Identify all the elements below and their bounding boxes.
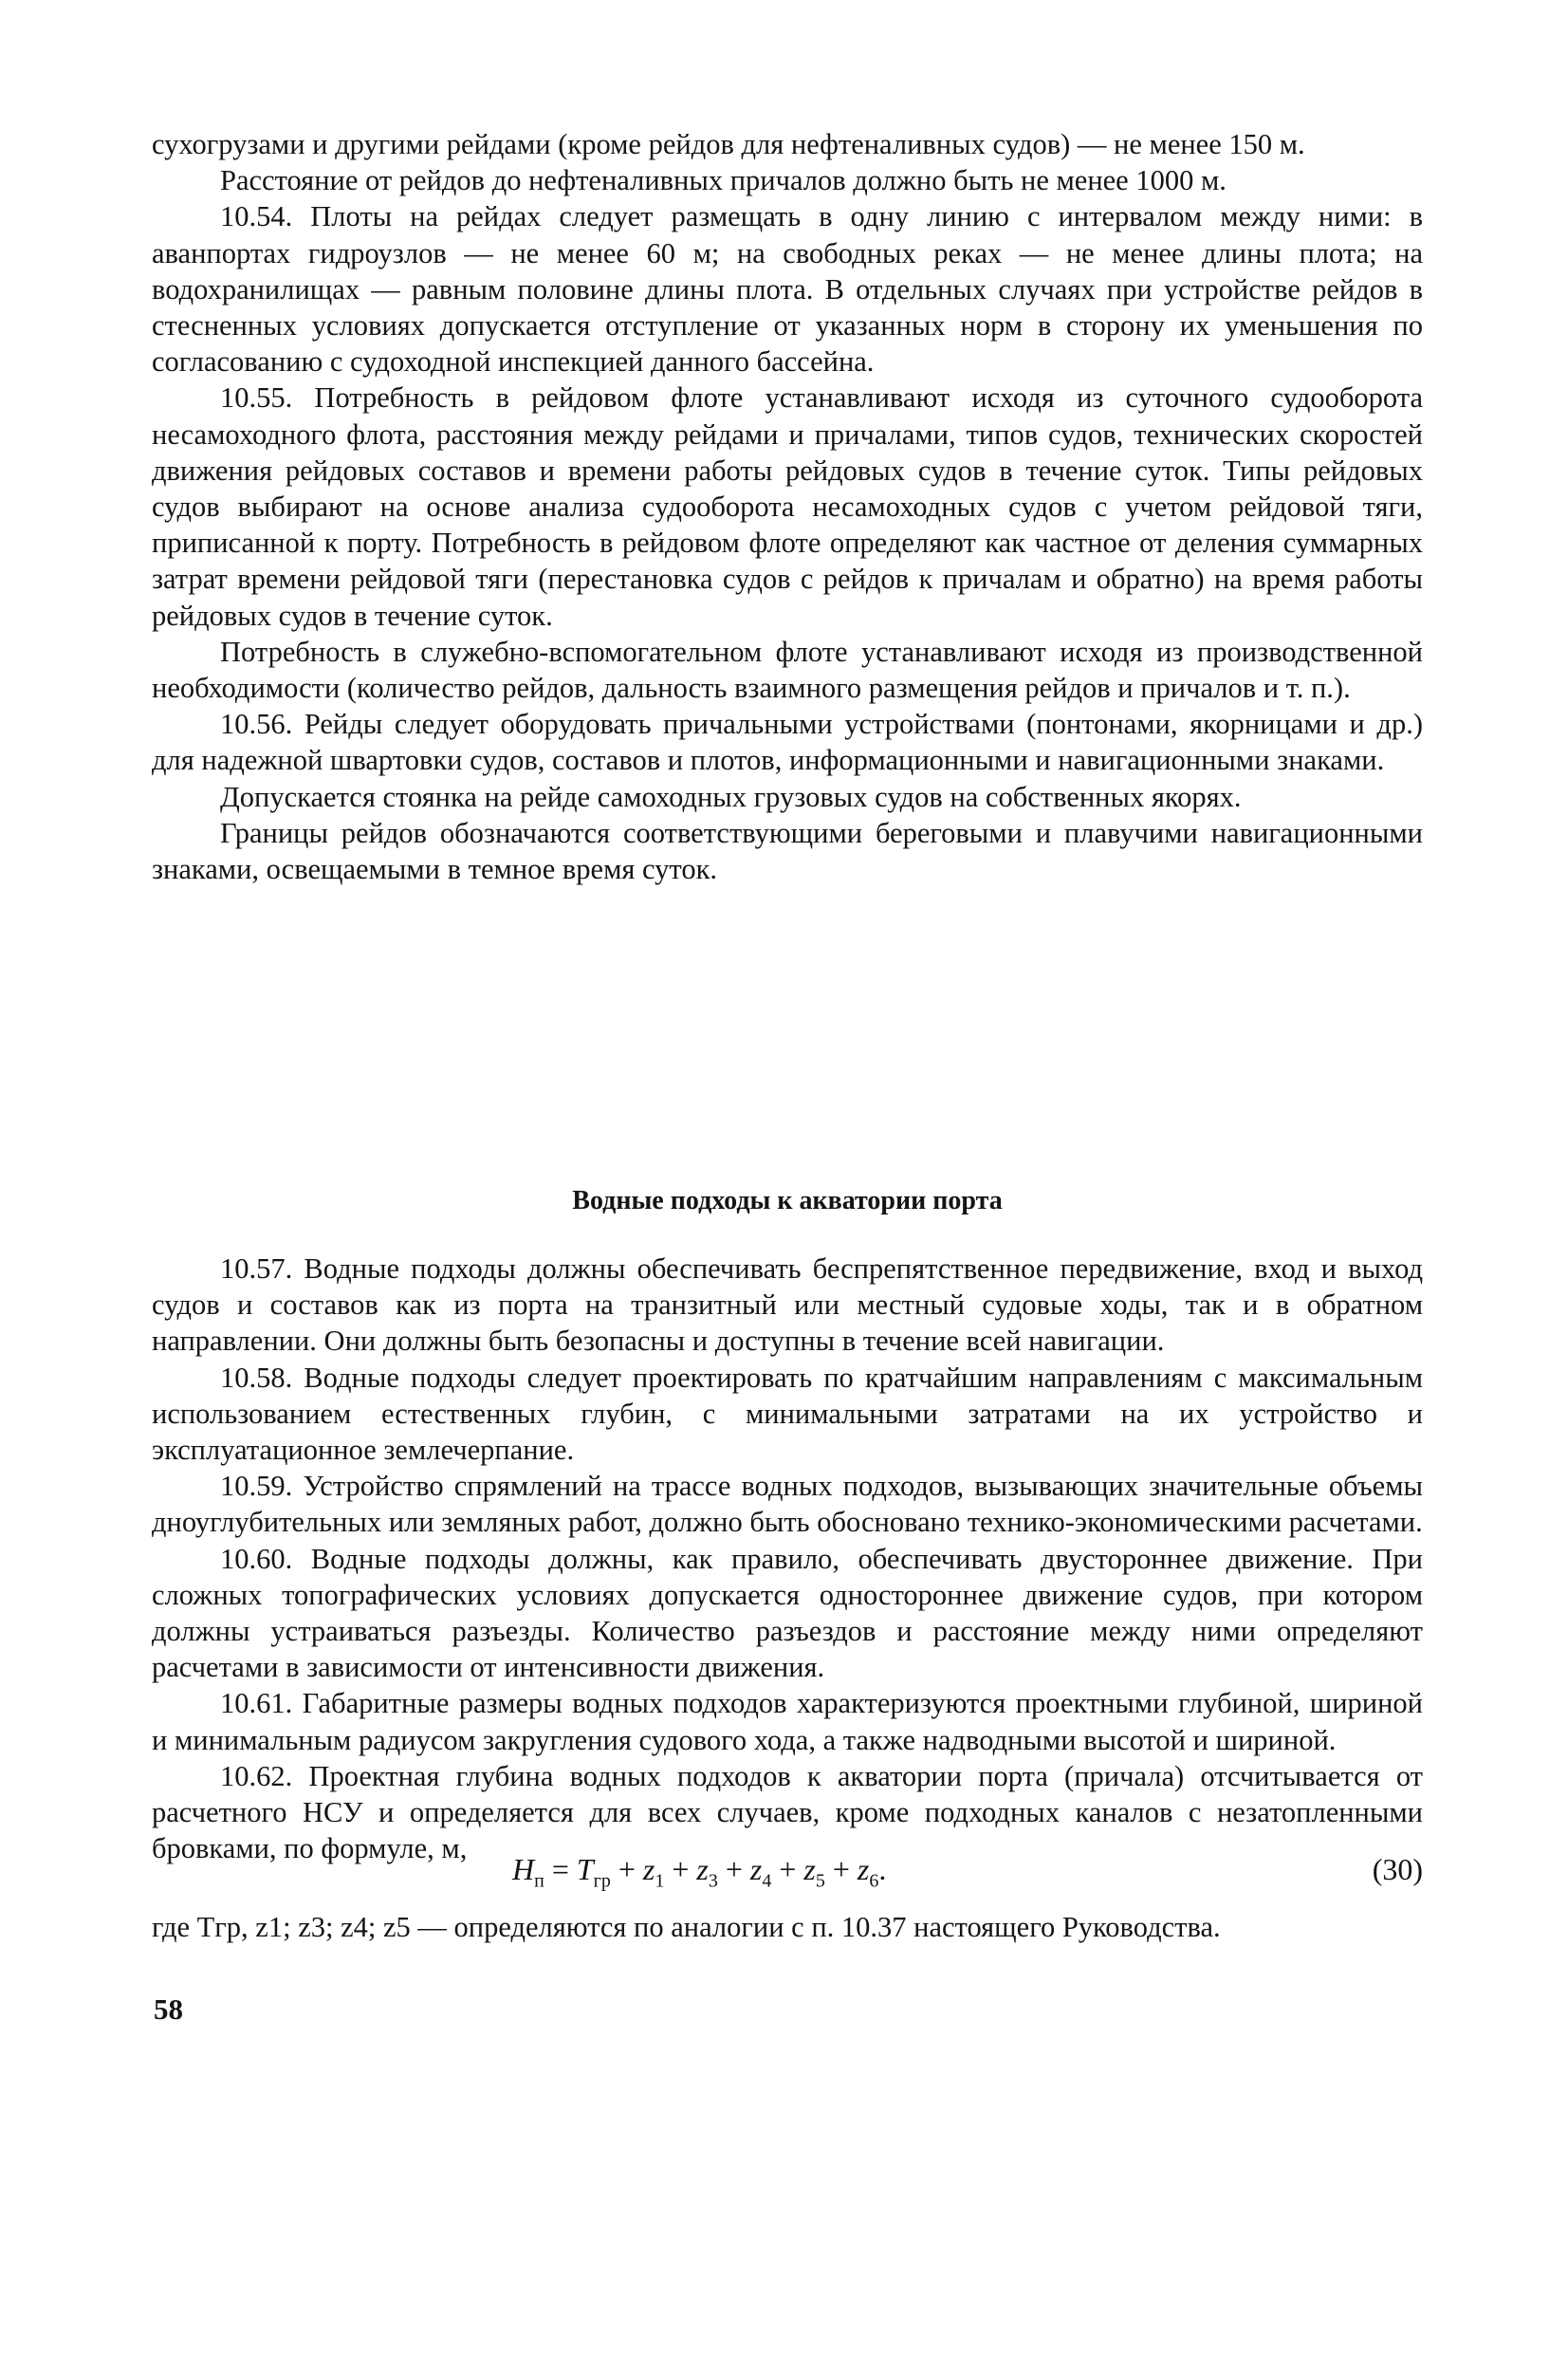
text-block-bottom (152, 1251, 1423, 1866)
formula-term-sub: 3 (708, 1870, 718, 1892)
paragraph: 10.54. Плоты на рейдах следует размещать в одну линию с интервалом между ними: в аванпортах гидроузлов — не менее 60 м; на свободных реках — не менее длины плота; на водохранилищах — равным половине длины плота. В отдельных случаях при устройстве рейдов в стесненных условиях допускается отступление от указанных норм в сторону их уменьшения по согласованию с судоходной инспекцией данного бассейна. (152, 200, 1423, 379)
paragraph: Потребность в служебно-вспомогательном флоте устанавливают исходя из производственной необходимости (количество рейдов, дальность взаимного размещения рейдов и причалов и т. п.). (152, 635, 1423, 705)
paragraph: Границы рейдов обозначаются соответствующими береговыми и плавучими навигационными знаками, освещаемыми в темное время суток. (152, 816, 1423, 886)
formula-t: T (576, 1852, 594, 1886)
formula-term: z (642, 1852, 655, 1886)
formula-term-sub: 5 (815, 1870, 825, 1892)
text-block-top (152, 126, 1423, 887)
formula-lhs-sub: п (534, 1870, 544, 1892)
formula-plus: + (717, 1852, 750, 1886)
paragraph: 10.62. Проектная глубина водных подходов к акватории порта (причала) отсчитывается от расчетного НСУ и определяется для всех случаев, кроме подходных каналов с незатопленными бровками, по формуле, м, (152, 1759, 1423, 1865)
paragraph: 10.59. Устройство спрямлений на трассе водных подходов, вызывающих значительные объемы дноуглубительных или земляных работ, должно быть обосновано технико-экономическими расчетами. (152, 1470, 1423, 1539)
equation-number: (30) (1372, 1852, 1423, 1886)
formula-eq: = (544, 1852, 577, 1886)
section-heading: Водные подходы к акватории порта (572, 1186, 1003, 1215)
formula (512, 1850, 886, 1900)
formula-term: z (749, 1852, 763, 1886)
where-prefix: где (152, 1911, 191, 1943)
page-number: 58 (154, 1993, 183, 2026)
paragraph: Расстояние от рейдов до нефтеналивных причалов должно быть не менее 1000 м. (220, 164, 1227, 197)
formula-term: z (803, 1852, 816, 1886)
formula-term: z (696, 1852, 709, 1886)
where-text: — определяются по аналогии с п. 10.37 настоящего Руководства. (417, 1911, 1221, 1943)
paragraph: 10.60. Водные подходы должны, как правило, обеспечивать двустороннее движение. При сложных топографических условиях допускается одностороннее движение судов, при котором должны устраиваться разъезды. Количество разъездов и расстояние между ними определяют расчетами в зависимости от интенсивности движения. (152, 1542, 1423, 1684)
formula-lhs: H (512, 1852, 535, 1886)
formula-explanation (152, 1909, 1423, 1945)
formula-term: z (857, 1852, 870, 1886)
paragraph: 10.61. Габаритные размеры водных подходов характеризуются проектными глубиной, шириной и минимальным радиусом закругления судового хода, а также надводными высотой и шириной. (152, 1687, 1423, 1756)
formula-row (152, 1850, 1423, 1892)
paragraph: Допускается стоянка на рейде самоходных грузовых судов на собственных якорях. (220, 780, 1242, 813)
formula-end: . (878, 1852, 887, 1886)
formula-plus: + (771, 1852, 804, 1886)
formula-term-sub: 4 (762, 1870, 772, 1892)
formula-term-sub: 1 (655, 1870, 665, 1892)
paragraph: 10.57. Водные подходы должны обеспечивать беспрепятственное передвижение, вход и выход судов и составов как из порта на транзитный или местный судовые ходы, так и в обратном направлении. Они должны быть безопасны и доступны в течение всей навигации. (152, 1252, 1423, 1358)
formula-plus: + (610, 1852, 643, 1886)
formula-plus: + (664, 1852, 697, 1886)
paragraph: 10.55. Потребность в рейдовом флоте устанавливают исходя из суточного судооборота несамоходного флота, расстояния между рейдами и причалами, типов судов, технических скоростей движения рейдовых составов и времени работы рейдовых судов в течение суток. Типы рейдовых судов выбирают на основе анализа судооборота несамоходных судов с учетом рейдовой тяги, приписанной к порту. Потребность в рейдовом флоте определяют как частное от деления суммарных затрат времени рейдовой тяги (перестановка судов с рейдов к причалам и обратно) на время работы рейдовых судов в течение суток. (152, 381, 1423, 632)
formula-term-sub: 6 (869, 1870, 879, 1892)
paragraph: сухогрузами и другими рейдами (кроме рейдов для нефтеналивных судов) — не менее 150 м. (152, 128, 1305, 160)
where-vars: Tгр, z1; z3; z4; z5 (196, 1911, 411, 1943)
formula-plus: + (824, 1852, 858, 1886)
formula-t-sub: гр (593, 1870, 611, 1892)
paragraph: 10.56. Рейды следует оборудовать причальными устройствами (понтонами, якорницами и др.) для надежной швартовки судов, составов и плотов, информационными и навигационными знаками. (152, 708, 1423, 777)
paragraph: 10.58. Водные подходы следует проектировать по кратчайшим направлениям с максимальным использованием естественных глубин, с минимальными затратами на их устройство и эксплуатационное землечерпание. (152, 1361, 1423, 1467)
